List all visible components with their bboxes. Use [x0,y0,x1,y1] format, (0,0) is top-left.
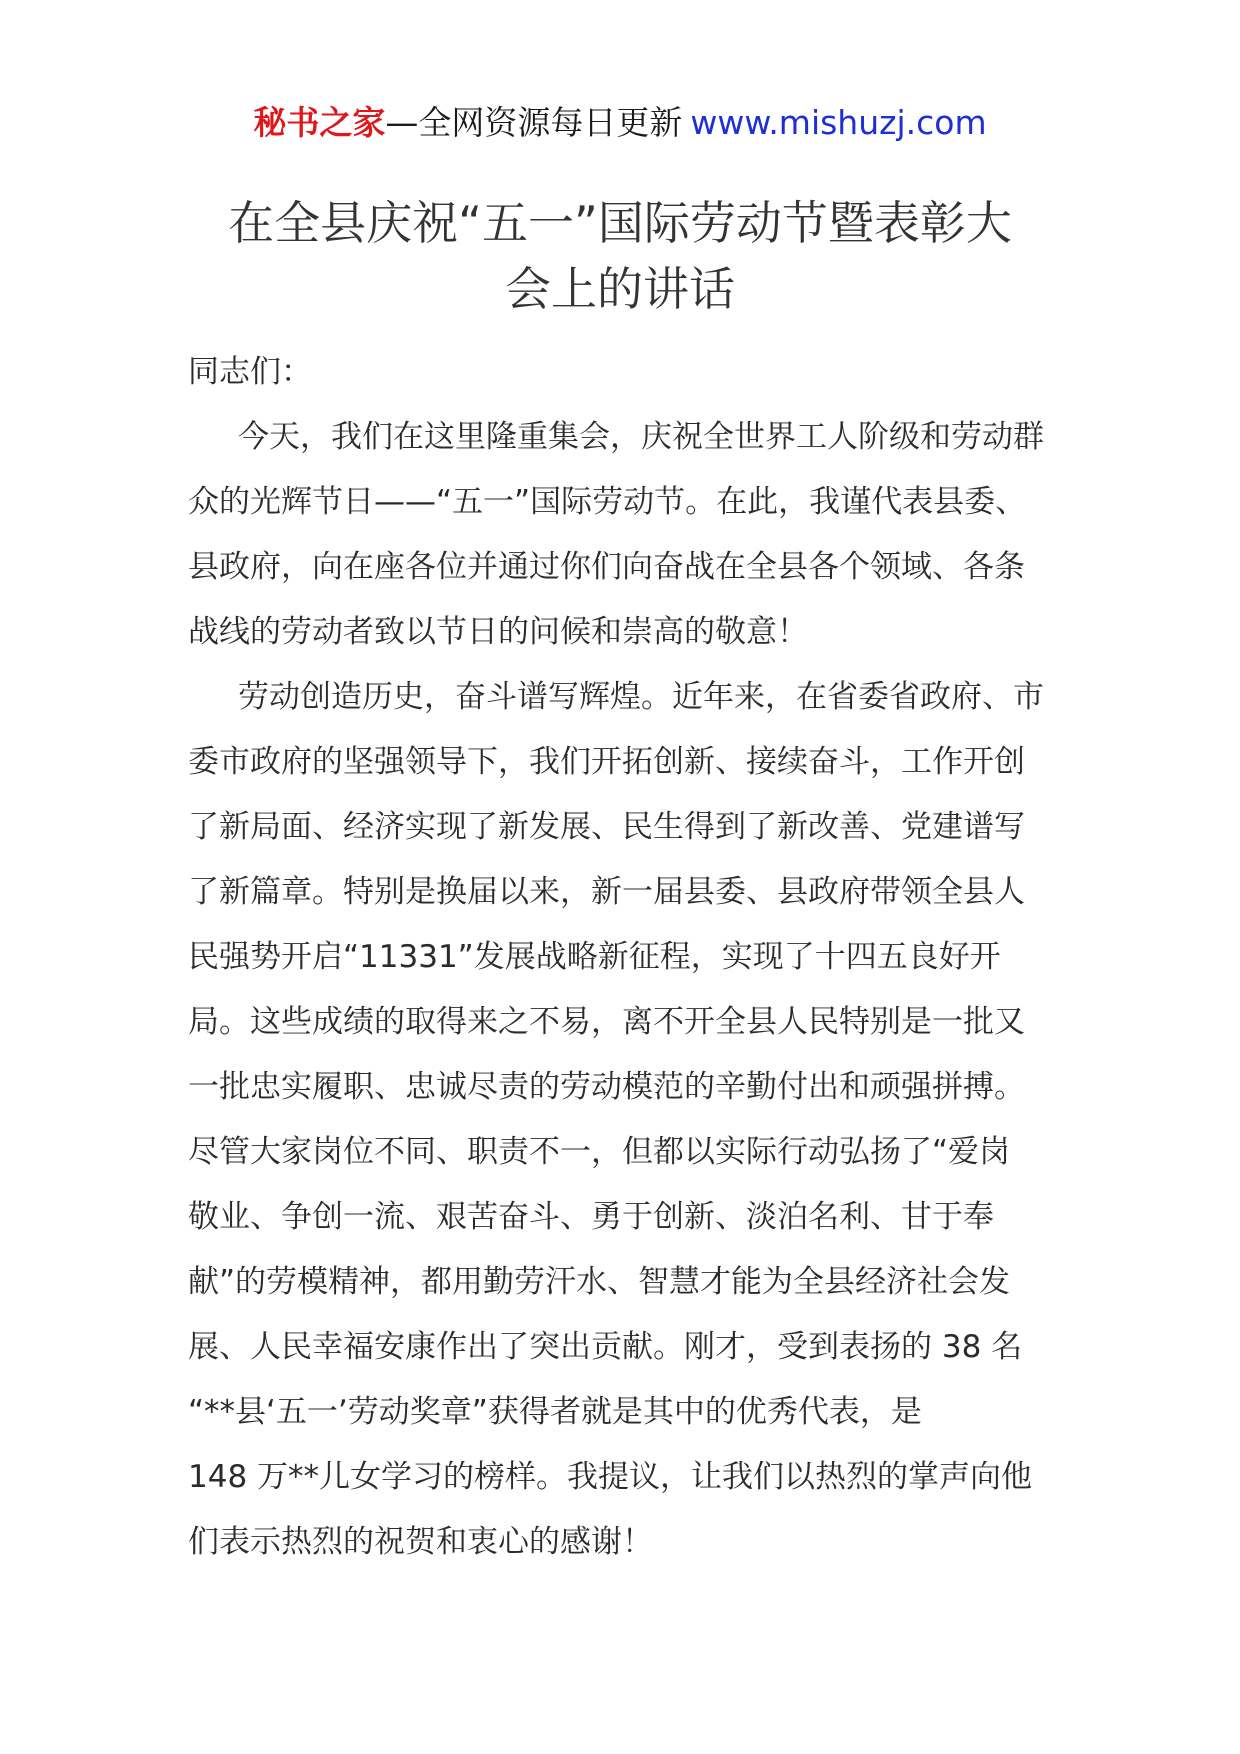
salutation: 同志们： [188,354,312,390]
text-line: 了新局面、经济实现了新发展、民生得到了新改善、党建谱写 [188,809,1025,845]
document-body [188,340,1068,1575]
text-line: 民强势开启“11331”发展战略新征程，实现了十四五良好开 [188,939,1001,975]
title-line: 在全县庆祝“五一”国际劳动节暨表彰大 [228,196,1012,250]
paragraph [188,405,1068,665]
text-line: 县政府，向在座各位并通过你们向奋战在全县各个领域、各条 [188,549,1025,585]
text-line: 今天，我们在这里隆重集会，庆祝全世界工人阶级和劳动群 [238,419,1044,455]
brand-name: 秘书之家 [253,103,386,142]
text-line: 尽管大家岗位不同、职责不一，但都以实际行动弘扬了“爱岗 [188,1134,1011,1170]
text-line: 148 万**儿女学习的榜样。我提议，让我们以热烈的掌声向他 [188,1459,1033,1495]
text-line: 展、人民幸福安康作出了突出贡献。刚才，受到表扬的 38 名 [188,1329,1023,1365]
paragraph [188,665,1068,1575]
text-line: 局。这些成绩的取得来之不易，离不开全县人民特别是一批又 [188,1004,1025,1040]
text-line: 们表示热烈的祝贺和衷心的感谢！ [188,1524,653,1560]
title-line: 会上的讲话 [505,262,735,316]
header-tagline: —全网资源每日更新 [385,103,683,142]
text-line: 了新篇章。特别是换届以来，新一届县委、县政府带领全县人 [188,874,1025,910]
site-link[interactable]: www.mishuzj.com [690,103,987,142]
text-line: 战线的劳动者致以节日的问候和崇高的敬意！ [188,614,808,650]
text-line: 劳动创造历史，奋斗谱写辉煌。近年来，在省委省政府、市 [238,679,1044,715]
text-line: 献”的劳模精神，都用勤劳汗水、智慧才能为全县经济社会发 [188,1264,1011,1300]
text-line: 一批忠实履职、忠诚尽责的劳动模范的辛勤付出和顽强拼搏。 [188,1069,1025,1105]
text-line: 敬业、争创一流、艰苦奋斗、勇于创新、淡泊名利、甘于奉 [188,1199,994,1235]
text-line: 众的光辉节日——“五一”国际劳动节。在此，我谨代表县委、 [188,484,1027,520]
text-line: 委市政府的坚强领导下，我们开拓创新、接续奋斗，工作开创 [188,744,1025,780]
text-line: “**县‘五一’劳动奖章”获得者就是其中的优秀代表，是 [188,1394,922,1430]
page-header [0,100,1240,146]
document-title [170,190,1070,322]
